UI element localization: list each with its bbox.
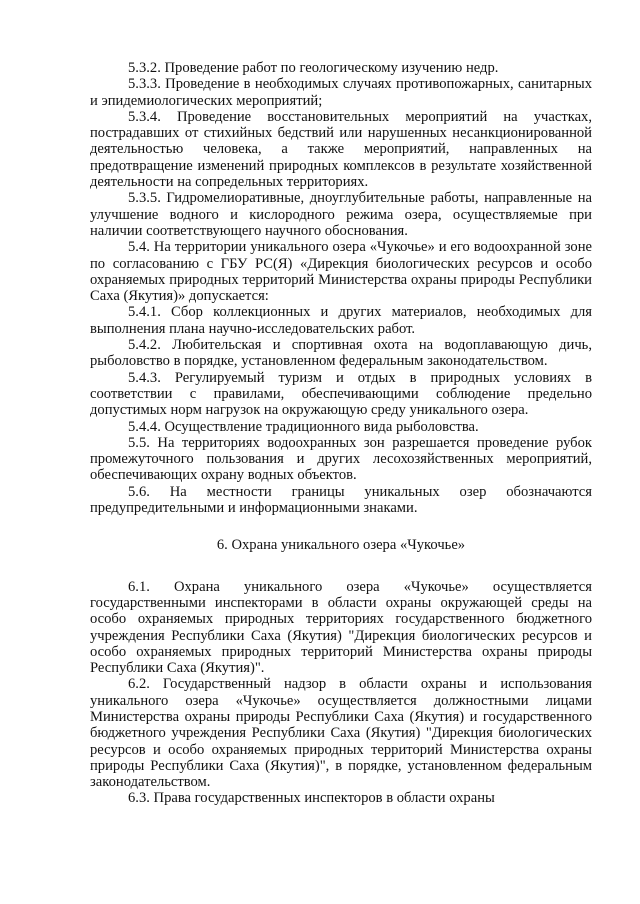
section-heading: 6. Охрана уникального озера «Чукочье» xyxy=(216,537,466,554)
paragraph-5-5: 5.5. На территориях водоохранных зон разрешается проведение рубок промежуточного пользования и других лесохозяйственных мероприятий, обеспечивающих охрану водных объектов. xyxy=(90,434,592,484)
paragraph-6-3: 6.3. Права государственных инспекторов в области охраны xyxy=(128,790,495,807)
paragraph-5-4-4: 5.4.4. Осуществление традиционного вида рыболовства. xyxy=(128,418,479,435)
paragraph-5-4-1: 5.4.1. Сбор коллекционных и других материалов, необходимых для выполнения плана научно-исследовательских работ. xyxy=(90,304,592,337)
paragraph-5-4-3: 5.4.3. Регулируемый туризм и отдых в природных условиях в соответствии с правилами, обеспечивающими соблюдение предельно допустимых норм нагрузок на окружающую среду уникального озера. xyxy=(90,369,592,419)
paragraph-5-6: 5.6. На местности границы уникальных озер обозначаются предупредительными и информационными знаками. xyxy=(90,483,592,517)
paragraph-5-3-2: 5.3.2. Проведение работ по геологическому изучению недр. xyxy=(128,60,499,76)
paragraph-6-2: 6.2. Государственный надзор в области охраны и использования уникального озера «Чукочье» осуществляется должностными лицами Министерства охраны природы Республики Саха (Якутия) и государственного бюджетного учреждения Республики Саха (Якутия) "Дирекция биологических ресурсов и особо охраняемых природных территорий Министерства охраны природы Республики Саха (Якутия)", в порядке, установленном федеральным законодательством. xyxy=(90,676,592,791)
paragraph-5-4-2: 5.4.2. Любительская и спортивная охота на водоплавающую дичь, рыболовство в порядке, установленном федеральным законодательством. xyxy=(90,337,592,370)
paragraph-5-3-5: 5.3.5. Гидромелиоративные, дноуглубительные работы, направленные на улучшение водного и кислородного режима озера, осуществляемые при наличии соответствующего научного обоснования. xyxy=(90,190,592,239)
paragraph-5-4: 5.4. На территории уникального озера «Чукочье» и его водоохранной зоне по согласованию с ГБУ РС(Я) «Дирекция биологических ресурсов и особо охраняемых природных территорий Министерства охраны природы Республики Саха (Якутия)» допускается: xyxy=(90,239,592,305)
paragraph-5-3-3: 5.3.3. Проведение в необходимых случаях противопожарных, санитарных и эпидемиологических мероприятий; xyxy=(90,76,592,109)
paragraph-5-3-4: 5.3.4. Проведение восстановительных мероприятий на участках, пострадавших от стихийных бедствий или нарушенных несанкционированной деятельностью человека, а также мероприятий, направленных на предотвращение изменений природных комплексов в результате хозяйственной деятельности на сопредельных территориях. xyxy=(90,108,592,191)
document-body xyxy=(90,60,592,807)
paragraph-6-1: 6.1. Охрана уникального озера «Чукочье» осуществляется государственными инспекторами в области охраны окружающей среды на особо охраняемых природных территориях государственного бюджетного учреждения Республики Саха (Якутия) "Дирекция биологических ресурсов и особо охраняемых природных территорий Министерства охраны природы Республики Саха (Якутия)". xyxy=(90,578,592,677)
